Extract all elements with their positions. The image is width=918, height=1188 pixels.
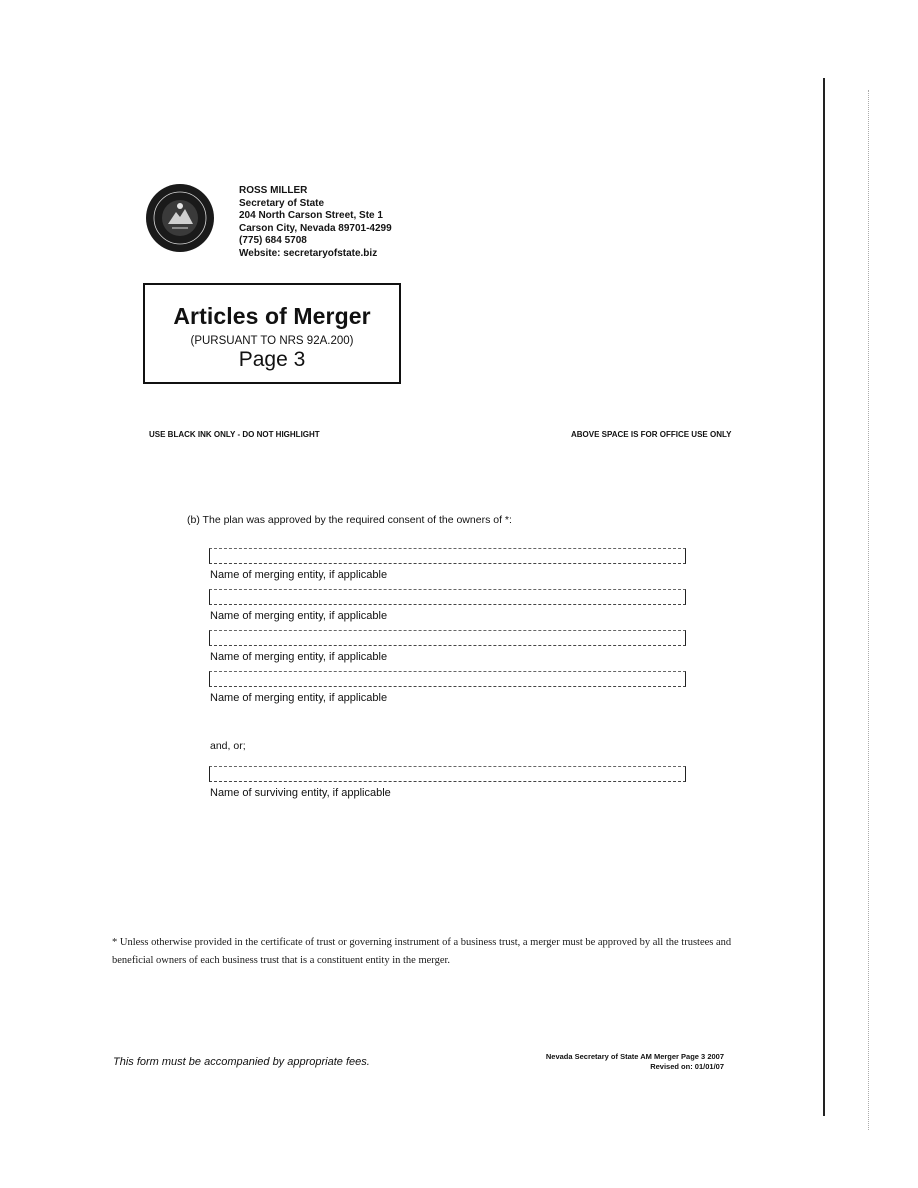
form-statute: (PURSUANT TO NRS 92A.200) [190,335,354,347]
surviving-entity-label: Name of surviving entity, if applicable [210,787,391,799]
office-phone: (775) 684 5708 [239,235,307,247]
form-id-text: Nevada Secretary of State AM Merger Page 3 2007 [545,1052,724,1061]
office-address-line2: Carson City, Nevada 89701-4299 [239,222,392,234]
form-identifier [546,1052,724,1072]
office-name: ROSS MILLER [239,185,308,196]
merging-entity-field-4[interactable] [209,671,686,687]
merging-entity-label-1: Name of merging entity, if applicable [210,569,388,581]
revised-date: Revised on: 01/01/07 [650,1062,724,1071]
office-address-line1: 204 North Carson Street, Ste 1 [239,210,383,222]
scan-edge-line [823,78,825,1116]
office-title: Secretary of State [239,197,325,209]
surviving-entity-field[interactable] [209,766,686,782]
nevada-state-seal-icon [146,184,214,252]
section-b-intro: (b) The plan was approved by the required consent of the owners of *: [187,514,512,526]
merging-entity-label-2: Name of merging entity, if applicable [210,610,388,622]
scan-edge-dots [868,90,870,1130]
form-title: Articles of Merger [173,303,371,329]
form-title-box [143,283,401,384]
merging-entity-field-1[interactable] [209,548,686,564]
merging-entity-label-3: Name of merging entity, if applicable [210,651,388,663]
merging-entity-field-3[interactable] [209,630,686,646]
and-or-text: and, or; [210,740,246,752]
office-use-notice: ABOVE SPACE IS FOR OFFICE USE ONLY [571,430,732,439]
fees-notice: This form must be accompanied by appropriate fees. [113,1056,370,1068]
form-page-number: Page 3 [238,348,306,371]
footnote: * Unless otherwise provided in the certificate of trust or governing instrument of a business trust, a merger must be approved by all the trustees and beneficial owners of each business trust that is a constituent entity in the merger. [112,937,732,966]
office-website: Website: secretaryofstate.biz [239,247,378,259]
merging-entity-field-2[interactable] [209,589,686,605]
office-info [239,185,392,261]
merging-entity-label-4: Name of merging entity, if applicable [210,692,388,704]
ink-notice: USE BLACK INK ONLY - DO NOT HIGHLIGHT [149,430,320,439]
